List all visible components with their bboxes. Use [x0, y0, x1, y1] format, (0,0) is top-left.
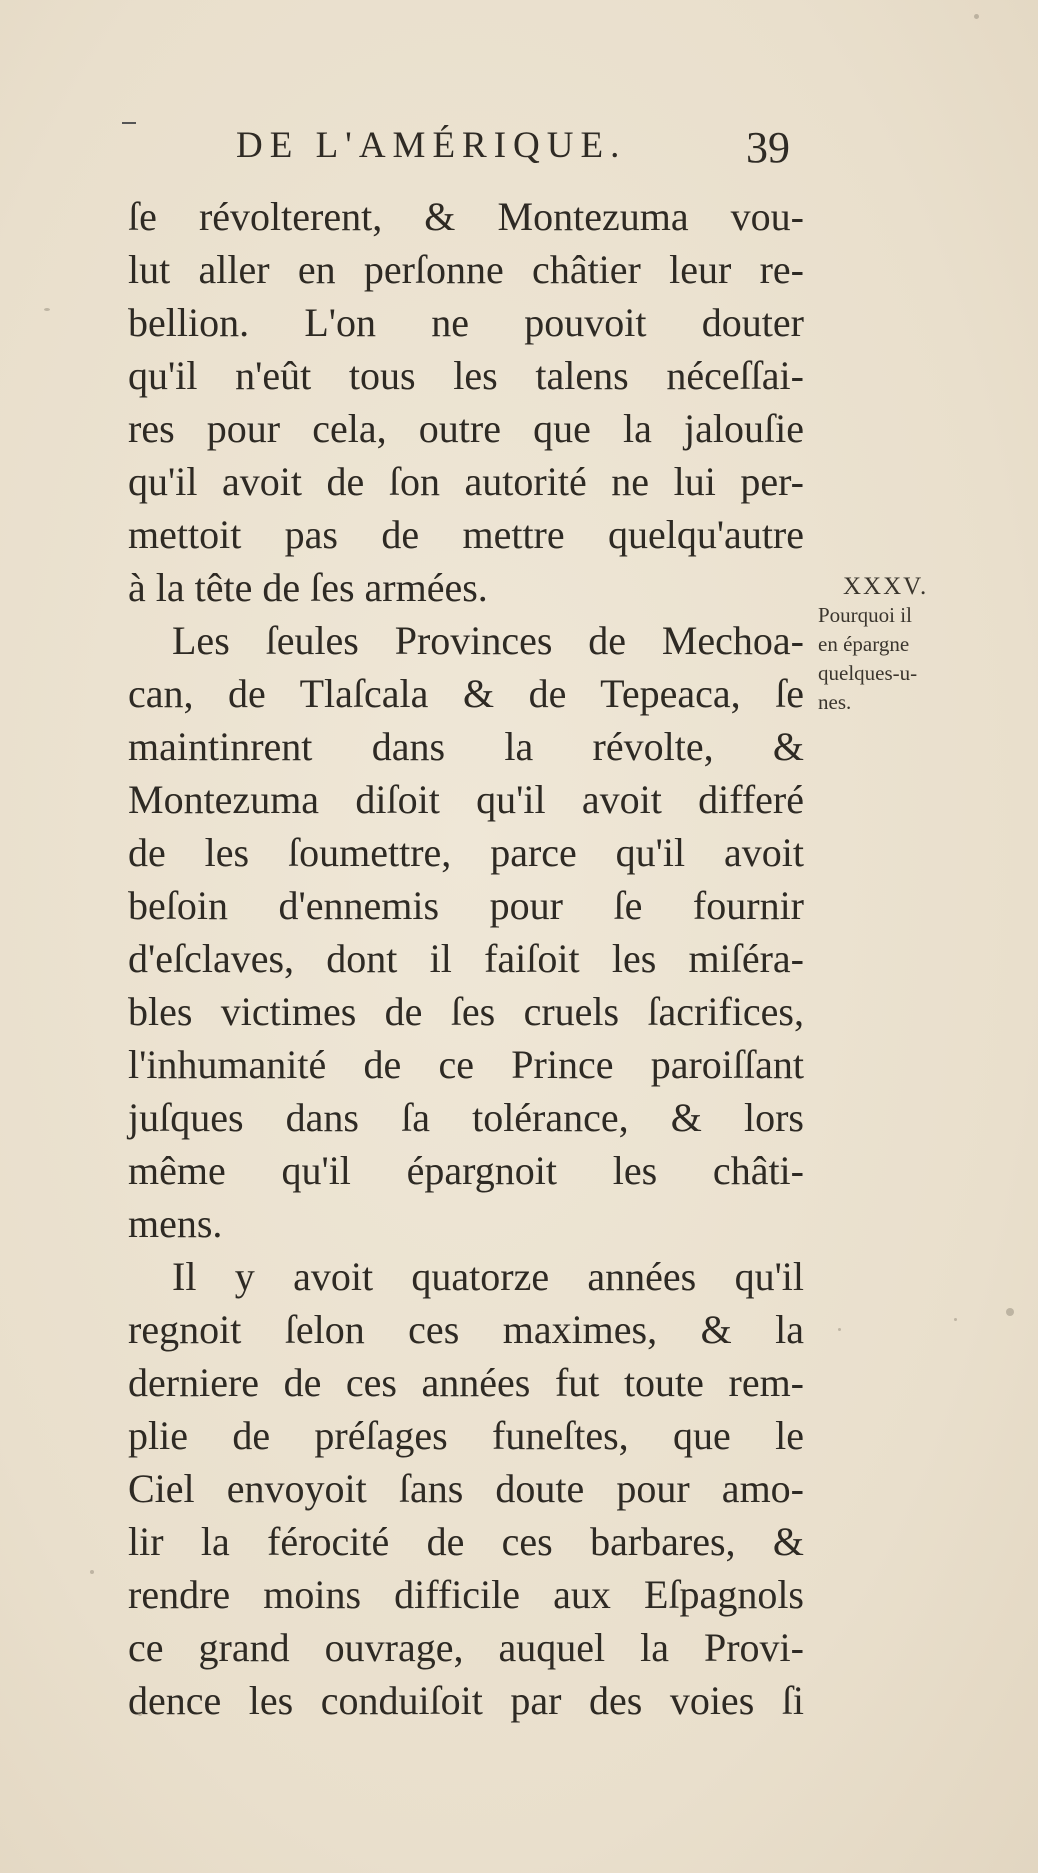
page-header — [236, 124, 796, 174]
paper-speck — [44, 308, 50, 311]
text-line: regnoit ſelon ces maximes, & la — [128, 1307, 804, 1352]
text-line: l'inhumanité de ce Prince paroiſſant — [128, 1042, 804, 1087]
text-line: can, de Tlaſcala & de Tepeaca, ſe — [128, 671, 804, 716]
text-line: mettoit pas de mettre quelqu'autre — [128, 512, 804, 557]
text-line: Ciel envoyoit ſans doute pour amo- — [128, 1466, 804, 1511]
text-line: res pour cela, outre que la jalouſie — [128, 406, 804, 451]
text-line: même qu'il épargnoit les châti- — [128, 1148, 804, 1193]
text-line: à la tête de ſes armées. — [128, 565, 488, 610]
paper-speck — [138, 1712, 142, 1716]
marginal-note — [818, 572, 986, 717]
text-line: dence les conduiſoit par des voies ſi — [128, 1678, 804, 1723]
ink-mark — [122, 122, 136, 124]
text-line: d'eſclaves, dont il faiſoit les miſéra- — [128, 936, 804, 981]
text-line: ce grand ouvrage, auquel la Provi- — [128, 1625, 804, 1670]
text-line: lir la férocité de ces barbares, & — [128, 1519, 804, 1564]
text-line: rendre moins difficile aux Eſpagnols — [128, 1572, 804, 1617]
text-line: lut aller en perſonne châtier leur re- — [128, 247, 804, 292]
marginal-note-number: XXXV. — [843, 573, 929, 600]
page-number: 39 — [746, 123, 790, 172]
text-line: de les ſoumettre, parce qu'il avoit — [128, 830, 804, 875]
text-line: maintinrent dans la révolte, & — [128, 724, 804, 769]
text-line: Les ſeules Provinces de Mechoa- — [172, 618, 804, 663]
text-line: mens. — [128, 1201, 223, 1246]
body-text — [128, 190, 804, 1727]
marginal-note-line: nes. — [818, 690, 852, 714]
paper-speck — [90, 1570, 94, 1574]
marginal-note-line: en épargne — [818, 632, 910, 656]
paper-speck — [954, 1318, 957, 1321]
text-line: derniere de ces années fut toute rem- — [128, 1360, 804, 1405]
text-line: Il y avoit quatorze années qu'il — [172, 1254, 804, 1299]
text-line: bellion. L'on ne pouvoit douter — [128, 300, 804, 345]
text-line: ſe révolterent, & Montezuma vou- — [128, 194, 804, 239]
text-line: beſoin d'ennemis pour ſe fournir — [128, 883, 804, 928]
text-line: qu'il avoit de ſon autorité ne lui per- — [128, 459, 804, 504]
text-line: Montezuma diſoit qu'il avoit differé — [128, 777, 804, 822]
running-head: DE L'AMÉRIQUE. — [236, 125, 627, 166]
text-line: plie de préſages funeſtes, que le — [128, 1413, 804, 1458]
text-line: juſques dans ſa tolérance, & lors — [128, 1095, 804, 1140]
paper-speck — [838, 1328, 841, 1331]
paper-speck — [1006, 1308, 1014, 1316]
marginal-note-line: Pourquoi il — [818, 603, 912, 627]
text-line: qu'il n'eût tous les talens néceſſai- — [128, 353, 804, 398]
paper-speck — [974, 14, 979, 19]
marginal-note-line: quelques-u- — [818, 661, 918, 685]
text-line: bles victimes de ſes cruels ſacrifices, — [128, 989, 804, 1034]
